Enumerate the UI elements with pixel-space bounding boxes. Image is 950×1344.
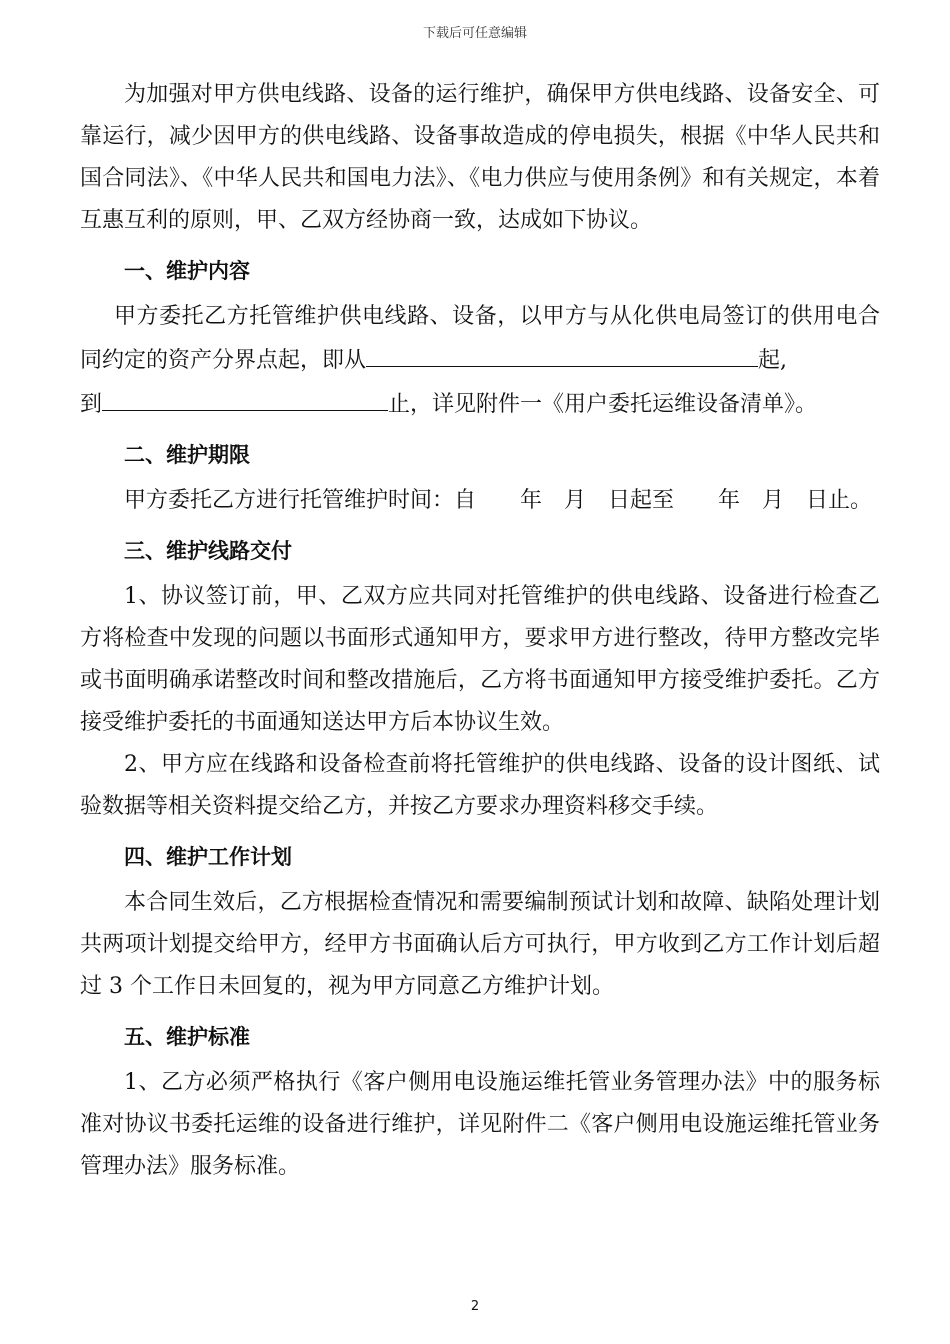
section-1-text: 甲方委托乙方托管维护供电线路、设备，以甲方与从化供电局签订的供用电合同约定的资产分界点起，即从 <box>80 304 880 373</box>
from-blank-field[interactable] <box>366 338 758 367</box>
section-4-heading: 四、维护工作计划 <box>124 845 292 869</box>
section-2-paragraph: 甲方委托乙方进行托管维护时间：自 年 月 日起至 年 月 日止。 <box>124 488 873 513</box>
intro-paragraph: 为加强对甲方供电线路、设备的运行维护，确保甲方供电线路、设备安全、可靠运行，减少因甲方的供电线路、设备事故造成的停电损失，根据《中华人民共和国合同法》、《中华人民共和国电力法》、《电力供应与使用条例》和有关规定，本着互惠互利的原则，甲、乙双方经协商一致，达成如下协议。 <box>80 82 880 233</box>
section-1-paragraph-to <box>80 382 880 426</box>
to-blank-field[interactable] <box>102 382 388 411</box>
section-1-heading: 一、维护内容 <box>124 259 250 283</box>
section-1-to-end: 止，详见附件一《用户委托运维设备清单》。 <box>388 392 818 417</box>
section-1-paragraph <box>80 296 880 382</box>
document-body <box>80 74 880 1188</box>
section-4-paragraph-1: 本合同生效后，乙方根据检查情况和需要编制预试计划和故障、缺陷处理计划共两项计划提交给甲方，经甲方书面确认后方可执行，甲方收到乙方工作计划后超过 3 个工作日未回复的，视为甲方同意乙方维护计划。 <box>80 890 880 999</box>
section-3-paragraph-1: 1、协议签订前，甲、乙双方应共同对托管维护的供电线路、设备进行检查乙方将检查中发现的问题以书面形式通知甲方，要求甲方进行整改，待甲方整改完毕或书面明确承诺整改时间和整改措施后，乙方将书面通知甲方接受维护委托。乙方接受维护委托的书面通知送达甲方后本协议生效。 <box>80 584 880 735</box>
section-1-to-start: 到 <box>80 392 103 417</box>
page-header: 下载后可任意编辑 <box>422 26 527 41</box>
page-number: 2 <box>470 1299 480 1314</box>
section-5-heading: 五、维护标准 <box>124 1025 250 1049</box>
section-1-from-end: 起, <box>758 348 788 373</box>
section-5-paragraph-1: 1、乙方必须严格执行《客户侧用电设施运维托管业务管理办法》中的服务标准对协议书委托运维的设备进行维护，详见附件二《客户侧用电设施运维托管业务管理办法》服务标准。 <box>80 1070 880 1179</box>
section-3-heading: 三、维护线路交付 <box>124 539 292 563</box>
section-3-paragraph-2: 2、甲方应在线路和设备检查前将托管维护的供电线路、设备的设计图纸、试验数据等相关资料提交给乙方，并按乙方要求办理资料移交手续。 <box>80 752 880 819</box>
section-2-heading: 二、维护期限 <box>124 443 250 467</box>
